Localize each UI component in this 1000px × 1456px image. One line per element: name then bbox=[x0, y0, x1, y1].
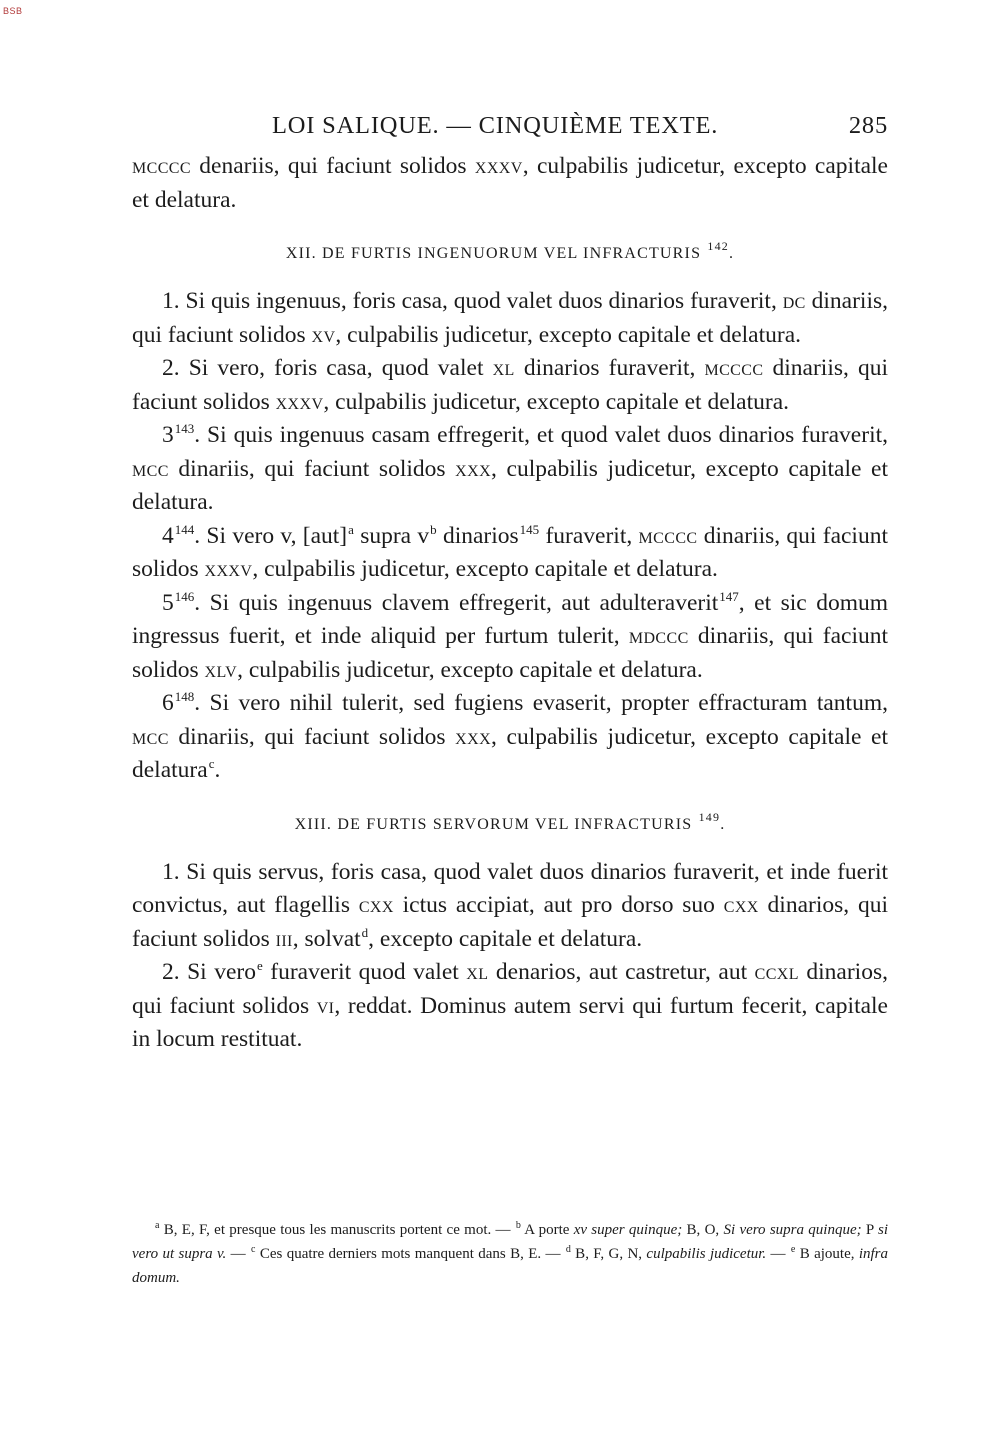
text-run: , culpabilis judicetur, excepto capitale et delatura bbox=[132, 723, 888, 783]
text-run: . Si vero nihil tulerit, sed fugiens evaserit, propter effracturam tantum, bbox=[194, 690, 888, 716]
text-run: dinarios, qui faciunt solidos bbox=[132, 892, 888, 952]
running-title: LOI SALIQUE. — CINQUIÈME TEXTE. bbox=[272, 112, 719, 139]
footnote-italic: infra domum. bbox=[132, 1246, 889, 1286]
roman-numeral: cxx bbox=[723, 892, 759, 918]
article-number: 6 bbox=[162, 690, 174, 716]
roman-numeral: cxx bbox=[358, 892, 394, 918]
page-body bbox=[132, 112, 888, 1057]
text-run: , culpabilis judicetur, excepto capitale et delatura. bbox=[237, 656, 703, 683]
roman-numeral: xxxv bbox=[204, 556, 253, 582]
variant-mark: a bbox=[348, 521, 354, 537]
text-run: dinariis, qui faciunt solidos bbox=[132, 288, 888, 348]
note-ref: 148 bbox=[174, 689, 195, 704]
heading-text: XIII. DE FURTIS SERVORUM VEL INFRACTURIS bbox=[294, 815, 693, 833]
text-run: dinariis, qui faciunt solidos bbox=[168, 723, 456, 750]
library-stamp: BSB bbox=[3, 6, 23, 16]
text-run: , reddat. Dominus autem servi qui furtum fecerit, capitale in locum restituat. bbox=[132, 992, 888, 1052]
text-run: , solvat bbox=[292, 925, 361, 952]
text-run: denarios, aut castretur, aut bbox=[488, 959, 755, 985]
text-run: dinariis, qui faciunt solidos bbox=[132, 355, 888, 415]
footnote-mark: e bbox=[790, 1244, 796, 1255]
footnote-mark: b bbox=[515, 1220, 521, 1231]
text-run: . Si quis ingenuus clavem effregerit, aut adulteraverit bbox=[194, 589, 719, 616]
footnote-text: B, E, F, et presque tous les manuscrits portent ce mot. — bbox=[159, 1222, 515, 1238]
text-run: dinarios furaverit, bbox=[514, 355, 705, 381]
text-run: . Si quis ingenuus casam effregerit, et quod valet duos dinarios furaverit, bbox=[194, 422, 888, 448]
text-run: 1. Si quis ingenuus, foris casa, quod valet duos dinarios furaverit, bbox=[162, 288, 783, 314]
footnote-italic: xv super quinque; bbox=[573, 1222, 683, 1238]
text-run: . bbox=[214, 757, 221, 783]
article-xiii-2 bbox=[132, 956, 888, 1057]
running-header bbox=[132, 112, 888, 150]
roman-numeral: xv bbox=[311, 321, 336, 348]
text-run: supra v bbox=[353, 522, 430, 549]
article-number: 5 bbox=[162, 589, 174, 616]
note-ref: 147 bbox=[719, 588, 739, 604]
text-run: dinariis, qui faciunt solidos bbox=[132, 522, 888, 582]
text-run: , culpabilis judicetur, excepto capitale et delatura. bbox=[335, 321, 802, 348]
article-xii-6 bbox=[132, 687, 888, 788]
footnote-mark: a bbox=[155, 1220, 160, 1231]
heading-end: . bbox=[720, 815, 726, 833]
variant-mark: c bbox=[208, 756, 215, 771]
text-run: furaverit, bbox=[539, 522, 639, 549]
article-xii-5 bbox=[132, 587, 888, 688]
footnote-text: B ajoute, bbox=[795, 1246, 859, 1262]
section-heading-xii bbox=[132, 239, 888, 265]
text-run: dinarios, qui faciunt solidos bbox=[132, 959, 888, 1019]
footnote-text: B, O, bbox=[682, 1222, 724, 1238]
variant-mark: d bbox=[361, 924, 369, 940]
footnote-mark: c bbox=[251, 1244, 256, 1255]
note-ref: 144 bbox=[174, 521, 195, 537]
text-run: dinarios bbox=[436, 522, 519, 549]
note-ref: 143 bbox=[174, 421, 195, 436]
note-ref: 146 bbox=[174, 588, 195, 604]
footnote-block bbox=[132, 1218, 888, 1290]
text-run: 2. Si vero bbox=[162, 959, 256, 985]
page-number: 285 bbox=[848, 112, 888, 139]
roman-numeral: xl bbox=[466, 959, 489, 985]
article-xii-3 bbox=[132, 419, 888, 520]
footnote-italic: si vero ut supra v. bbox=[132, 1222, 889, 1262]
article-xii-4 bbox=[132, 520, 888, 587]
footnote-text: A porte bbox=[520, 1222, 574, 1238]
article-xii-1 bbox=[132, 285, 888, 352]
roman-numeral: xxxv bbox=[474, 153, 523, 179]
text-run: denariis, qui faciunt solidos bbox=[190, 153, 475, 179]
intro-paragraph bbox=[132, 150, 888, 217]
text-run: , culpabilis judicetur, excepto capitale et delatura. bbox=[132, 455, 888, 515]
roman-numeral: xl bbox=[492, 355, 515, 381]
section-heading-xiii bbox=[132, 809, 888, 836]
footnote-italic: culpabilis judicetur. bbox=[646, 1246, 767, 1262]
footnote-italic: Si vero supra quinque; bbox=[723, 1222, 862, 1238]
text-run: . Si vero v, [aut] bbox=[194, 522, 348, 549]
roman-numeral: xlv bbox=[204, 656, 238, 683]
roman-numeral: xxx bbox=[455, 455, 492, 482]
heading-end: . bbox=[728, 245, 735, 262]
heading-text: XII. DE FURTIS INGENUORUM VEL INFRACTURIS bbox=[285, 245, 702, 262]
footnote-text: Ces quatre derniers mots manquent dans B, E. — bbox=[255, 1246, 565, 1262]
footnote-text: P bbox=[861, 1222, 878, 1238]
roman-numeral: dc bbox=[782, 288, 806, 314]
footnote-mark: d bbox=[565, 1244, 571, 1255]
footnote-text: — bbox=[766, 1246, 790, 1262]
roman-numeral: iii bbox=[275, 925, 293, 952]
roman-numeral: mcccc bbox=[638, 522, 698, 549]
note-ref: 142 bbox=[707, 239, 729, 253]
article-number: 3 bbox=[162, 422, 174, 448]
note-ref: 149 bbox=[698, 809, 721, 824]
text-run: , culpabilis judicetur, excepto capitale et delatura. bbox=[252, 556, 718, 582]
footnotes bbox=[132, 1218, 888, 1290]
roman-numeral: mcccc bbox=[704, 355, 764, 381]
roman-numeral: mcccc bbox=[132, 153, 191, 179]
text-run: furaverit quod valet bbox=[262, 959, 467, 985]
roman-numeral: vi bbox=[316, 992, 335, 1019]
text-run: dinariis, qui faciunt solidos bbox=[168, 455, 456, 482]
roman-numeral: mdccc bbox=[628, 623, 689, 649]
text-run: , et sic domum ingressus fuerit, et inde aliquid per furtum tulerit, bbox=[132, 589, 888, 649]
text-run: , culpabilis judicetur, excepto capitale et delatura. bbox=[323, 388, 790, 415]
text-run: 2. Si vero, foris casa, quod valet bbox=[162, 355, 493, 381]
variant-mark: b bbox=[430, 521, 437, 537]
footnote-text: — bbox=[226, 1246, 251, 1262]
roman-numeral: ccxl bbox=[754, 959, 799, 985]
text-run: 1. Si quis servus, foris casa, quod valet duos dinarios furaverit, et inde fuerit convictus, aut flagellis bbox=[132, 858, 888, 918]
article-xii-2 bbox=[132, 352, 888, 419]
text-run: , culpabilis judicetur, excepto capitale et delatura. bbox=[132, 153, 888, 213]
text-run: dinariis, qui faciunt solidos bbox=[132, 623, 889, 683]
roman-numeral: mcc bbox=[132, 723, 169, 750]
footnote-text: B, F, G, N, bbox=[570, 1246, 647, 1262]
variant-mark: e bbox=[256, 958, 263, 973]
text-run: , excepto capitale et delatura. bbox=[368, 925, 643, 952]
roman-numeral: xxx bbox=[455, 723, 492, 750]
note-ref: 145 bbox=[519, 521, 540, 537]
article-xiii-1 bbox=[132, 856, 888, 957]
roman-numeral: xxxv bbox=[275, 388, 324, 415]
roman-numeral: mcc bbox=[132, 455, 169, 482]
article-number: 4 bbox=[162, 522, 174, 549]
text-run: ictus accipiat, aut pro dorso suo bbox=[393, 892, 724, 918]
